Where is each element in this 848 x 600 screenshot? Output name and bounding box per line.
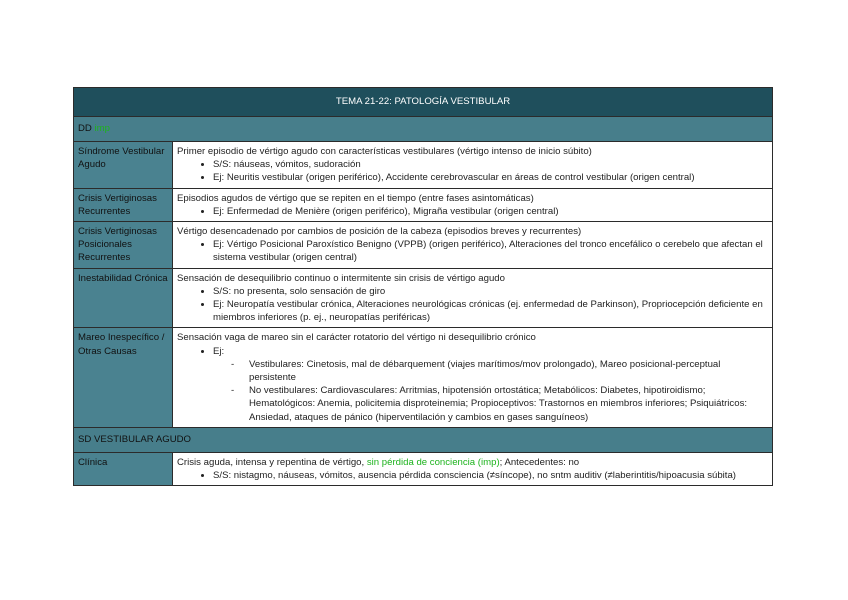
table-row (74, 452, 773, 485)
dash-item: - No vestibulares: Cardiovasculares: Arritmias, hipotensión ortostática; Metabólicos: Diabetes, hipotiroidismo; Hematológicos: Anemia, policitemia disproteinemia; Propioceptivos: Trastornos en miembros inferiores; Psiquiátricos: Ansiedad, ataques de pánico (hiperventilación y cambios en gases sanguíneos) (249, 384, 768, 424)
bullet-item-label: Ej: (213, 345, 225, 357)
row-label: Mareo Inespecífico / Otras Causas (74, 328, 173, 427)
clinica-text-b: ; Antecedentes: no (499, 456, 580, 468)
row-content (173, 268, 773, 328)
clinica-highlight: sin pérdida de conciencia (imp) (366, 456, 500, 468)
bullet-item: • S/S: náuseas, vómitos, sudoración (213, 158, 768, 171)
row-label: Crisis Vertiginosas Recurrentes (74, 188, 173, 221)
bullet-list (177, 205, 768, 218)
table-title: TEMA 21-22: PATOLOGÍA VESTIBULAR (74, 88, 773, 117)
bullet-item (213, 345, 768, 424)
row-label: Síndrome Vestibular Agudo (74, 142, 173, 189)
bullet-list (177, 158, 768, 184)
bullet-item: • Ej: Neuritis vestibular (origen periférico), Accidente cerebrovascular en áreas de control vestibular (origen central) (213, 171, 768, 184)
row-label: Inestabilidad Crónica (74, 268, 173, 328)
row-content (173, 328, 773, 427)
table-row (74, 142, 773, 189)
bullet-list (177, 469, 768, 482)
row-content (173, 222, 773, 269)
section-dd-label: DD (78, 123, 92, 135)
section-header-dd (74, 117, 773, 142)
table-row (74, 268, 773, 328)
row-label: Clínica (74, 452, 173, 485)
row-main-text (177, 456, 768, 469)
bullet-list (177, 345, 768, 424)
row-content (173, 142, 773, 189)
row-content (173, 452, 773, 485)
clinica-text-a: Crisis aguda, intensa y repentina de vértigo, (177, 456, 367, 468)
bullet-list (177, 285, 768, 325)
bullet-list (177, 238, 768, 264)
dash-item: - Vestibulares: Cinetosis, mal de débarquement (viajes marítimos/mov prolongado), Mareo posicional-perceptual persistente (249, 358, 768, 384)
bullet-item: • S/S: nistagmo, náuseas, vómitos, ausencia pérdida consciencia (≠síncope), no sntm auditiv (≠laberintitis/hipoacusia súbita) (213, 469, 768, 482)
table-row (74, 222, 773, 269)
row-label: Crisis Vertiginosas Posicionales Recurrentes (74, 222, 173, 269)
row-main-text: Episodios agudos de vértigo que se repiten en el tiempo (entre fases asintomáticas) (177, 192, 534, 204)
imp-tag: imp (94, 123, 110, 135)
row-main-text: Primer episodio de vértigo agudo con características vestibulares (vértigo intenso de inicio súbito) (177, 146, 592, 157)
row-main-text: Sensación vaga de mareo sin el carácter rotatorio del vértigo ni desequilibrio crónico (177, 332, 536, 344)
bullet-item: • Ej: Vértigo Posicional Paroxístico Benigno (VPPB) (origen periférico), Alteraciones del tronco encefálico o cerebelo que afectan el sistema vestibular (origen central) (213, 238, 768, 264)
vestibular-table (73, 87, 773, 486)
bullet-item: • S/S: no presenta, solo sensación de giro (213, 285, 768, 298)
bullet-item: • Ej: Neuropatía vestibular crónica, Alteraciones neurológicas crónicas (ej. enfermedad de Parkinson), Propriocepción deficiente en miembros inferiores (p. ej., neuropatías periféricas) (213, 298, 768, 324)
section-header-sd-vestibular: SD VESTIBULAR AGUDO (74, 427, 773, 452)
row-main-text: Vértigo desencadenado por cambios de posición de la cabeza (episodios breves y recurrentes) (177, 226, 582, 238)
dash-list (213, 358, 768, 424)
bullet-item: • Ej: Enfermedad de Menière (origen periférico), Migraña vestibular (origen central) (213, 205, 768, 218)
table-row (74, 328, 773, 427)
table-row (74, 188, 773, 221)
row-main-text: Sensación de desequilibrio continuo o intermitente sin crisis de vértigo agudo (177, 272, 505, 284)
row-content (173, 188, 773, 221)
